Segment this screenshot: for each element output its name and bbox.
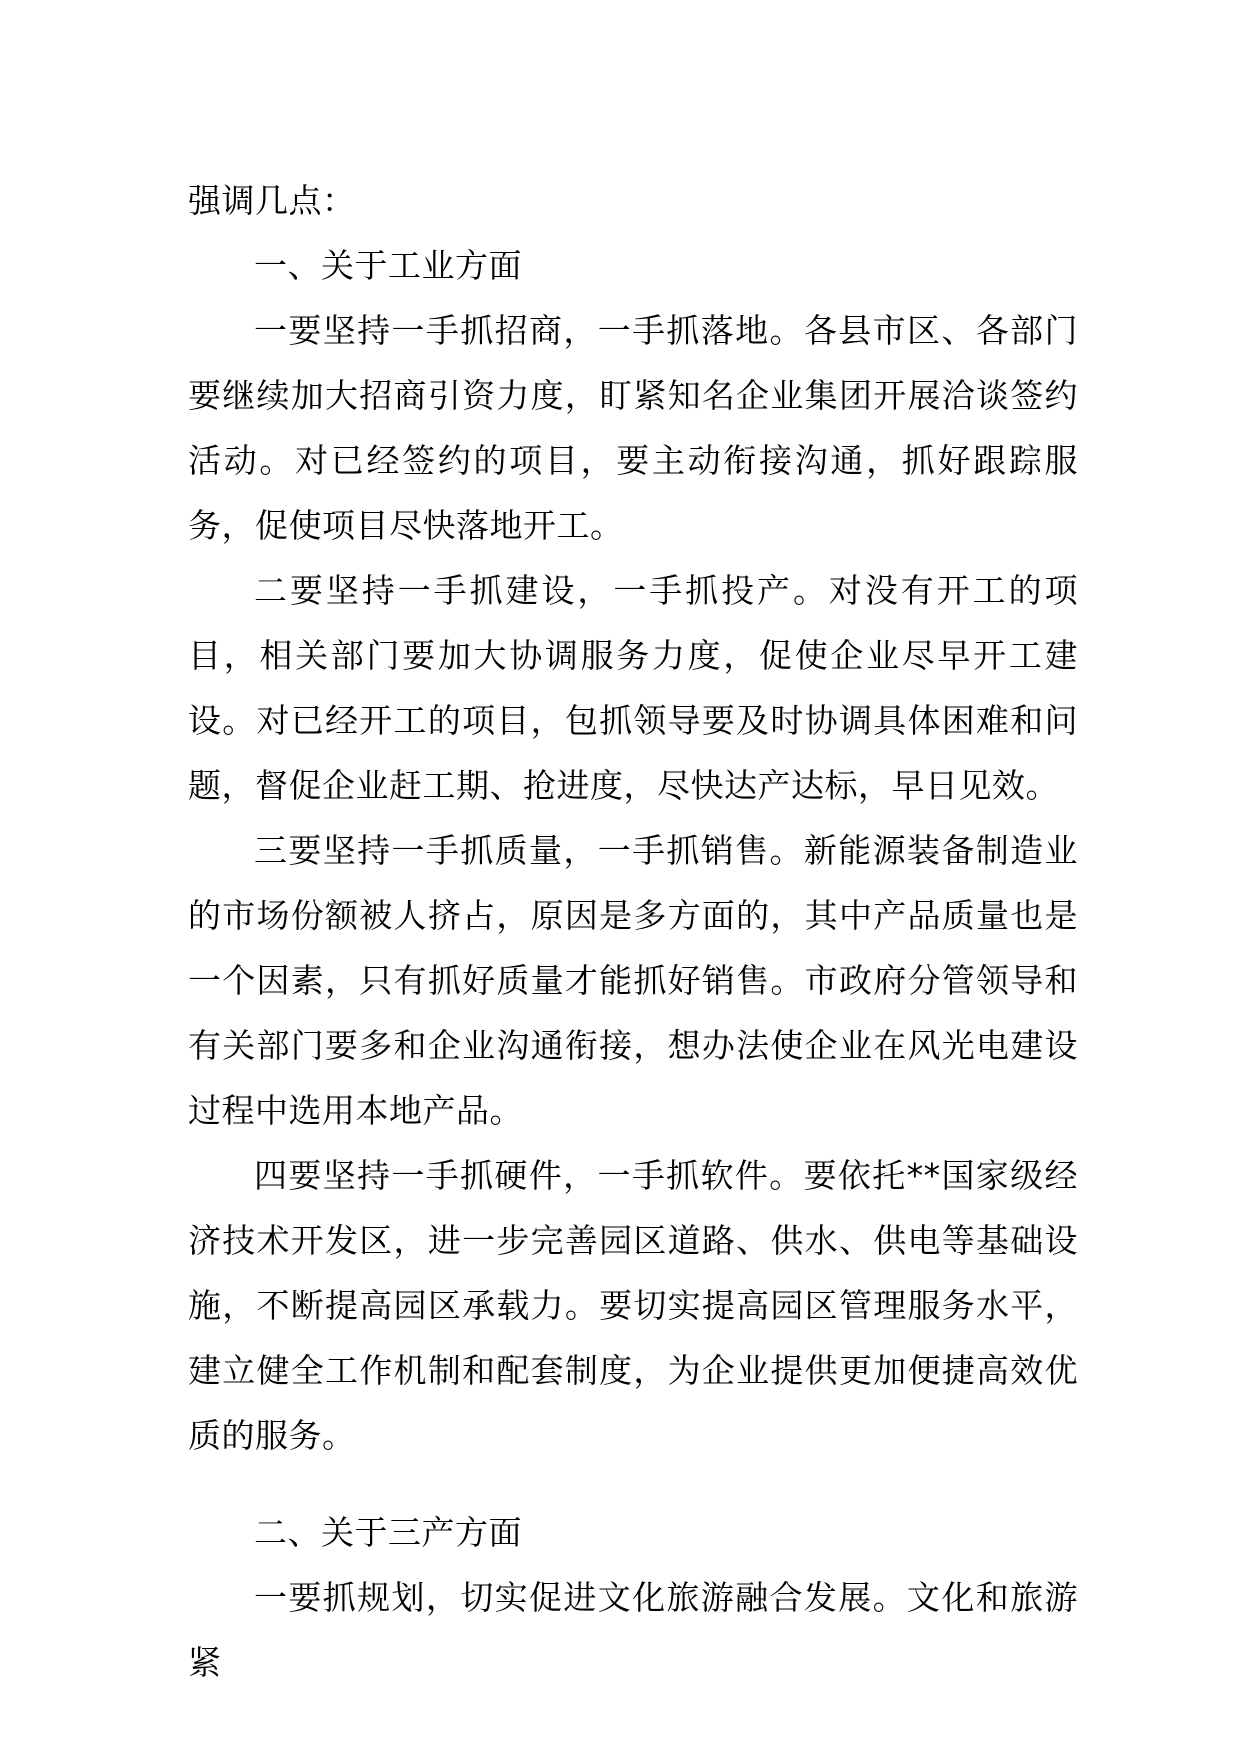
intro-text: 强调几点： [188, 181, 356, 220]
paragraph: 一要坚持一手抓招商，一手抓落地。各县市区、各部门要继续加大招商引资力度，盯紧知名企业集团开展洽谈签约活动。对已经签约的项目，要主动衔接沟通，抓好跟踪服务，促使项目尽快落地开工。 [188, 311, 1078, 545]
paragraph: 一要抓规划，切实促进文化旅游融合发展。文化和旅游紧 [188, 1578, 1078, 1682]
paragraph: 三要坚持一手抓质量，一手抓销售。新能源装备制造业的市场份额被人挤占，原因是多方面的，其中产品质量也是一个因素，只有抓好质量才能抓好销售。市政府分管领导和有关部门要多和企业沟通衔接，想办法使企业在风光电建设过程中选用本地产品。 [188, 831, 1078, 1130]
section-heading-tertiary: 二、关于三产方面 [254, 1513, 522, 1552]
paragraph: 二要坚持一手抓建设，一手抓投产。对没有开工的项目，相关部门要加大协调服务力度，促使企业尽早开工建设。对已经开工的项目，包抓领导要及时协调具体困难和问题，督促企业赶工期、抢进度，尽快达产达标，早日见效。 [188, 571, 1078, 805]
paragraph: 四要坚持一手抓硬件，一手抓软件。要依托**国家级经济技术开发区，进一步完善园区道路、供水、供电等基础设施，不断提高园区承载力。要切实提高园区管理服务水平，建立健全工作机制和配套制度，为企业提供更加便捷高效优质的服务。 [188, 1156, 1078, 1455]
document-body [188, 168, 1078, 1695]
section-heading-industry: 一、关于工业方面 [254, 246, 522, 285]
